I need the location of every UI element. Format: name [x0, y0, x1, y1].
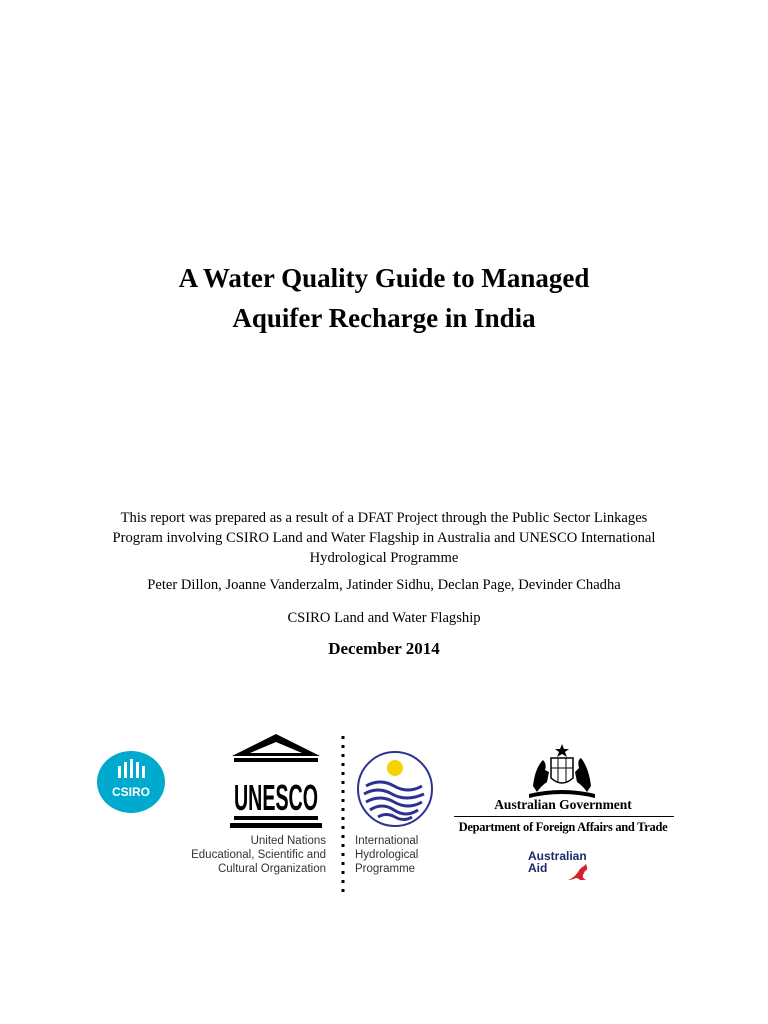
- partner-logos: [0, 730, 768, 900]
- ihp-caption-line-2: Hydrological: [355, 849, 419, 861]
- title-line-1: A Water Quality Guide to Managed: [178, 263, 590, 293]
- unesco-caption-line-1: United Nations: [250, 835, 326, 847]
- report-title: [0, 258, 768, 338]
- ihp-caption-line-3: Programme: [355, 863, 416, 875]
- csiro-logo: [96, 750, 166, 814]
- logo-divider: [341, 736, 345, 894]
- divider-rule: [454, 816, 674, 817]
- title-line-2: Aquifer Recharge in India: [232, 303, 536, 333]
- ihp-caption: [355, 834, 445, 876]
- authors: Peter Dillon, Joanne Vanderzalm, Jatinder Sidhu, Declan Page, Devinder Chadha: [147, 577, 621, 593]
- australian-government-name: Australian Government: [494, 797, 632, 812]
- intro-paragraph: [84, 508, 684, 568]
- intro-line-2: Program involving CSIRO Land and Water Flagship in Australia and UNESCO International: [112, 530, 656, 546]
- publication-date: December 2014: [328, 639, 440, 658]
- australian-aid-logo: [528, 850, 600, 884]
- department-name: Department of Foreign Affairs and Trade: [458, 820, 668, 834]
- ihp-logo: [356, 750, 434, 828]
- unesco-wordmark: UNESCO: [234, 777, 318, 818]
- kangaroo-icon: [566, 862, 590, 882]
- organisation: CSIRO Land and Water Flagship: [287, 610, 481, 626]
- intro-line-1: This report was prepared as a result of a DFAT Project through the Public Sector Linkages: [120, 510, 648, 526]
- aid-line-1: Australian: [528, 849, 587, 863]
- csiro-wordmark: CSIRO: [111, 785, 151, 799]
- unesco-caption-line-3: Cultural Organization: [217, 863, 326, 875]
- ihp-caption-line-1: International: [355, 835, 419, 847]
- aid-line-2: Aid: [528, 861, 548, 875]
- unesco-temple-icon: [228, 732, 324, 832]
- australian-government-logo: [452, 742, 674, 892]
- unesco-logo: [170, 730, 342, 890]
- coat-of-arms-icon: [525, 742, 599, 800]
- intro-line-3: Hydrological Programme: [309, 550, 459, 566]
- unesco-caption-line-2: Educational, Scientific and: [191, 849, 326, 861]
- unesco-caption: [170, 834, 326, 876]
